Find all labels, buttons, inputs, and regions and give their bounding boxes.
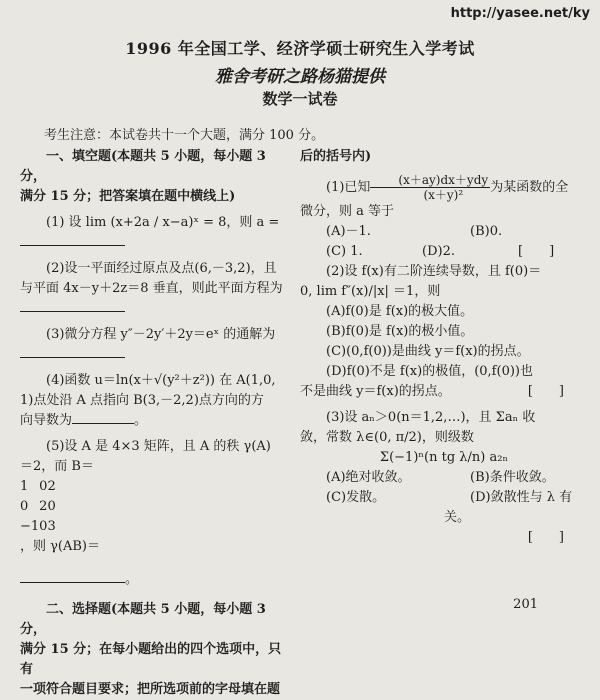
section2-heading: 二、选择题(本题共 5 小题，每小题 3 分， xyxy=(20,602,266,637)
fill-q5-blank: 。 xyxy=(20,570,290,590)
fill-q5-cont: ＝2，而 B＝ xyxy=(20,459,94,474)
right-column xyxy=(300,147,588,548)
section1-heading: 一、填空题(本题共 5 小题，每小题 3 分， xyxy=(20,149,266,184)
fill-q4-cont2: 向导数为 。 xyxy=(20,413,148,428)
paper-name: 数学一试卷 xyxy=(262,90,338,108)
left-column: 一、填空题(本题共 5 小题，每小题 3 分， 满分 15 分；把答案填在题中横线上) (1) 设 lim (x+2a / x−a)ˣ = 8，则 a = (2)设一平面经过原点及点(6,－3,2)，且 与平面 4x－y＋2z＝8 垂直，则此平面方程为 (3)微分方程 y″－2y′＋2y＝eˣ 的通解为 (4)函数 u＝ln(x＋√(y²＋z²)) 在 A(1,0, 1)点处沿 A 点指向 B(3,－2,2)点方向的方 向导数为 。 (5)设 A 是 4×3 矩阵，且 A 的秩 γ(A) ＝2，而 B＝ 1 0 2 0 2 0 −1 0 3 ，则 γ(AB)＝ 。 二、选择题(本题共 5 小题，每小题 3 分， 满分 15 分；在每小题给出的四个选项中，只有 一项符合题目要求；把所选项前的字母填在题 xyxy=(20,147,290,700)
candidate-notice: 考生注意：本试卷共十一个大题，满分 100 分。 xyxy=(44,128,325,143)
choice-q2-cont: 0, lim f″(x)/|x| ＝1，则 xyxy=(300,284,441,299)
choice-q2-option-b: (B)f(0)是 f(x)的极小值。 xyxy=(326,324,474,339)
fill-q3: (3)微分方程 y″－2y′＋2y＝eˣ 的通解为 xyxy=(46,327,276,342)
matrix-cell: 0 xyxy=(39,479,48,494)
exam-subtitle: 雅舍考研之路杨猫提供 xyxy=(215,67,385,87)
choice-q1-fraction: $\frac{\text{(x＋ay)dx＋ydy}}{\text{(x＋y)²}}$ xyxy=(370,173,490,202)
answer-bracket: [ ] xyxy=(527,530,564,545)
choice-q2-option-a: (A)f(0)是 f(x)的极大值。 xyxy=(326,304,474,319)
matrix-cell: 0 xyxy=(47,499,56,514)
fill-q5: (5)设 A 是 4×3 矩阵，且 A 的秩 γ(A) xyxy=(46,439,271,454)
section2-heading-end: 后的括号内) xyxy=(300,149,372,164)
matrix-cell: 0 xyxy=(20,499,29,514)
fill-q4: (4)函数 u＝ln(x＋√(y²＋z²)) 在 A(1,0, xyxy=(46,373,276,388)
choice-q3-series: Σ(−1)ⁿ(n tg λ/n) a₂ₙ xyxy=(379,450,509,465)
matrix-cell: 2 xyxy=(47,479,56,494)
choice-q1: (1)已知 $\frac{\text{(x＋ay)dx＋ydy}}{\text{(x＋y)²}}$ 为某函数的全 xyxy=(326,173,569,202)
fill-q1: (1) 设 lim (x+2a / x−a)ˣ = 8，则 a = xyxy=(46,215,280,230)
source-url: http://yasee.net/ky xyxy=(450,6,590,21)
matrix-cell: 2 xyxy=(39,499,48,514)
fill-q2: (2)设一平面经过原点及点(6,－3,2)，且 xyxy=(46,261,277,276)
section2-heading-cont2: 一项符合题目要求；把所选项前的字母填在题 xyxy=(20,682,281,697)
answer-bracket: [ ] xyxy=(527,384,564,399)
exam-title: 1996 年全国工学、经济学硕士研究生入学考试 xyxy=(125,39,475,58)
matrix-cell: 1 xyxy=(20,479,29,494)
choice-q3-cont: 敛，常数 λ∈(0, π/2)，则级数 xyxy=(300,430,474,445)
page-number: 201 xyxy=(513,597,538,612)
choice-q3-options-ab: (A)绝对收敛。 (B)条件收敛。 xyxy=(326,470,555,485)
section2-heading-cont: 满分 15 分；在每小题给出的四个选项中，只有 xyxy=(20,642,282,677)
fill-q1-blank xyxy=(20,233,290,253)
choice-q2-option-d-cont: 不是曲线 y＝f(x)的拐点。 [ ] xyxy=(300,382,588,402)
fill-q2-cont: 与平面 4x－y＋2z＝8 垂直，则此平面方程为 xyxy=(20,281,283,296)
choice-q1-options-cd: (C) 1. (D)2. [ ] xyxy=(300,242,588,262)
matrix-cell: 0 xyxy=(39,519,48,534)
section1-heading-cont: 满分 15 分；把答案填在题中横线上) xyxy=(20,189,236,204)
fill-q4-cont: 1)点处沿 A 点指向 B(3,－2,2)点方向的方 xyxy=(20,393,264,408)
choice-q1-options-ab: (A)－1. (B)0. xyxy=(326,224,503,239)
choice-q2: (2)设 f(x)有二阶连续导数，且 f(0)＝ xyxy=(326,264,542,279)
choice-q1-cont: 微分，则 a 等于 xyxy=(300,204,395,219)
choice-q3: (3)设 aₙ＞0(n＝1,2,…)，且 Σaₙ 收 xyxy=(326,410,536,425)
fill-q3-blank xyxy=(20,345,290,365)
choice-q2-option-d: (D)f(0)不是 f(x)的极值，(0,f(0))也 xyxy=(326,364,533,379)
answer-bracket: [ ] xyxy=(518,244,555,259)
choice-q2-option-c: (C)(0,f(0))是曲线 y＝f(x)的拐点。 xyxy=(326,344,530,359)
fill-q2-blank xyxy=(20,299,290,319)
matrix-cell: 3 xyxy=(47,519,56,534)
choice-q3-options-cd: (C)发散。 (D)敛散性与 λ 有关。 xyxy=(326,490,573,525)
matrix-cell: −1 xyxy=(20,519,40,534)
